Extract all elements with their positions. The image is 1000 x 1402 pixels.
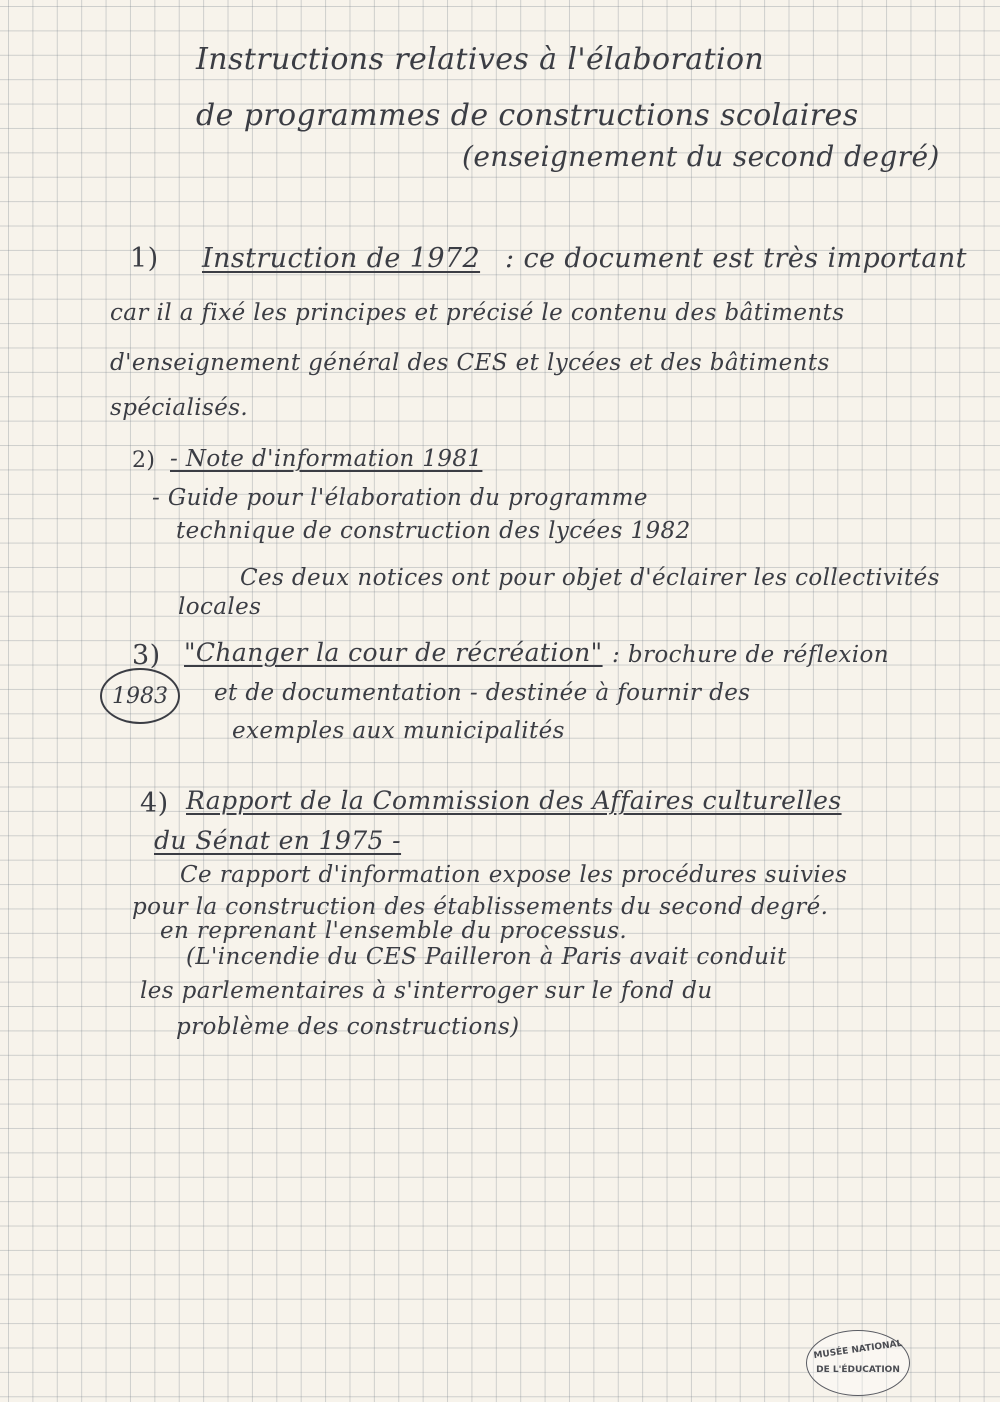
item-2-line-2: technique de construction des lycées 1982 [176, 518, 691, 544]
item-3-line-2: et de documentation - destinée à fournir des [214, 680, 751, 706]
item-1-line-3: d'enseignement général des CES et lycées et des bâtiments [110, 350, 830, 376]
item-3-number: 3) [132, 640, 161, 671]
title-line-1: Instructions relatives à l'élaboration [196, 42, 765, 77]
item-4-line-1: Ce rapport d'information expose les procédures suivies [180, 862, 848, 888]
item-2-line-3: Ces deux notices ont pour objet d'éclairer les collectivités [240, 565, 940, 591]
item-3-line-3: exemples aux municipalités [232, 718, 565, 744]
item-4-line-3: en reprenant l'ensemble du processus. [160, 918, 628, 944]
item-1-heading: Instruction de 1972 [202, 243, 481, 274]
item-2-heading: - Note d'information 1981 [170, 446, 483, 472]
item-1-line-2: car il a fixé les principes et précisé le contenu des bâtiments [110, 300, 845, 326]
item-3-line-1: : brochure de réflexion [612, 642, 889, 668]
stamp-text-bottom: DE L'ÉDUCATION [816, 1365, 900, 1375]
item-4-line-5: les parlementaires à s'interroger sur le fond du [140, 978, 713, 1004]
title-line-2: de programmes de constructions scolaires [196, 98, 859, 133]
item-4-line-6: problème des constructions) [176, 1014, 520, 1040]
item-4-heading-cont: du Sénat en 1975 - [154, 826, 402, 855]
item-4-line-4: (L'incendie du CES Pailleron à Paris avait conduit [186, 944, 787, 970]
item-1-number: 1) [130, 243, 159, 274]
item-1-line-1: : ce document est très important [505, 243, 967, 274]
title-line-3: (enseignement du second degré) [462, 140, 940, 173]
item-4-line-2: pour la construction des établissements du second degré. [132, 894, 829, 920]
item-4-heading: Rapport de la Commission des Affaires culturelles [186, 786, 842, 815]
stamp-text-top: MUSÉE NATIONAL [813, 1338, 903, 1362]
item-4-number: 4) [140, 788, 169, 819]
item-3-heading: "Changer la cour de récréation" [184, 638, 603, 667]
item-3-year-circled: 1983 [100, 668, 180, 724]
item-2-number: 2) [132, 448, 156, 473]
item-1-line-4: spécialisés. [110, 395, 249, 421]
item-2-line-4: locales [178, 594, 262, 620]
item-2-line-1: - Guide pour l'élaboration du programme [152, 485, 648, 511]
museum-stamp [806, 1330, 910, 1396]
